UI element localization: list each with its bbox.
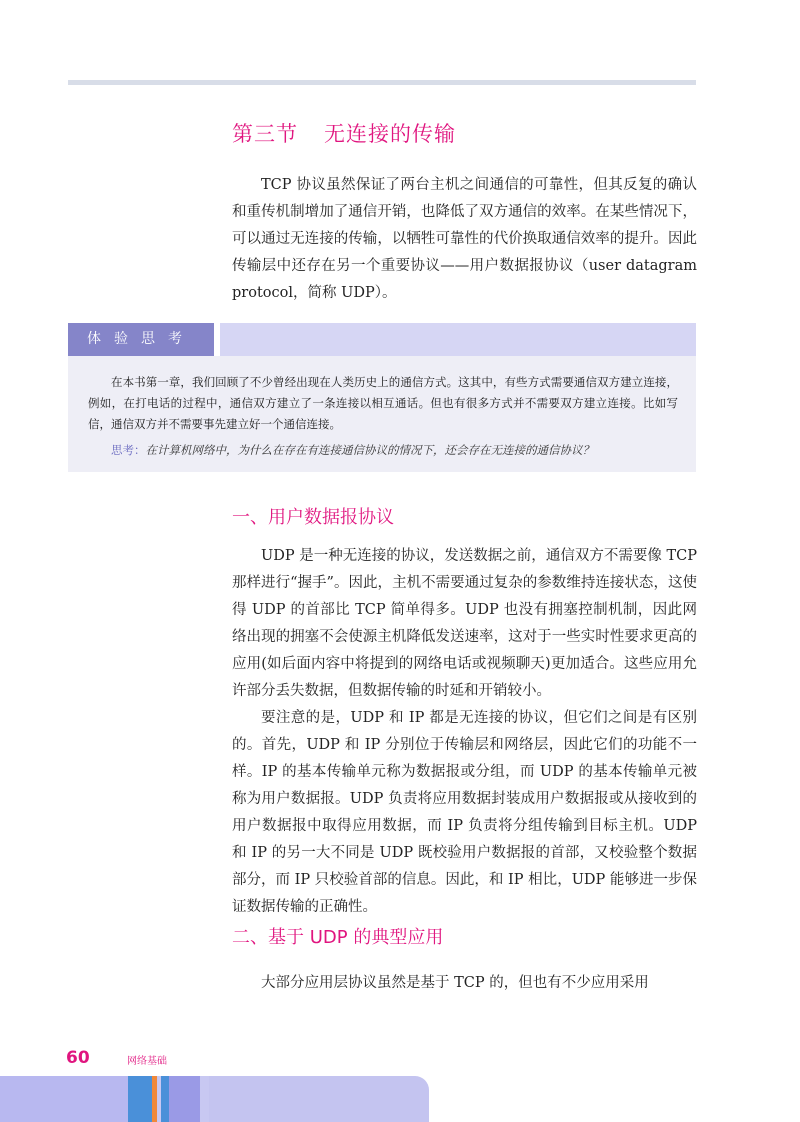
udp-apps-heading: 二、基于 UDP 的典型应用: [232, 927, 444, 948]
experience-box-question: [88, 440, 688, 461]
footer-decoration-band: [128, 1076, 152, 1122]
footer-decoration-band: [200, 1076, 209, 1122]
header-rule: [68, 80, 696, 85]
experience-box-header: [68, 323, 696, 356]
footer-decoration-band: [169, 1076, 200, 1122]
footer-decoration-band: [161, 1076, 169, 1122]
intro-paragraph: TCP 协议虽然保证了两台主机之间通信的可靠性，但其反复的确认和重传机制增加了通信开销，也降低了双方通信的效率。在某些情况下，可以通过无连接的传输，以牺牲可靠性的代价换取通信效率的提升。因此传输层中还存在另一个重要协议——用户数据报协议（user datagram protocol，简称 UDP）。: [232, 177, 697, 301]
udp-heading: 一、用户数据报协议: [232, 507, 394, 528]
udp-paragraph-1: UDP 是一种无连接的协议，发送数据之前，通信双方不需要像 TCP 那样进行“握手”。因此，主机不需要通过复杂的参数维持连接状态，这使得 UDP 的首部比 TCP 简单得多。UDP 也没有拥塞控制机制，因此网络出现的拥塞不会使源主机降低发送速率，这对于一些实时性要求更高的应用(如后面内容中将提到的网络电话或视频聊天)更加适合。这些应用允许部分丢失数据，但数据传输的时延和开销较小。: [232, 548, 697, 699]
udp-apps-paragraph-1: 大部分应用层协议虽然是基于 TCP 的，但也有不少应用采用: [261, 975, 649, 991]
footer-decoration-band: [209, 1076, 429, 1122]
section-title-text: 无连接的传输: [324, 122, 456, 146]
section-title: [232, 118, 456, 148]
udp-paragraph-2: 要注意的是，UDP 和 IP 都是无连接的协议，但它们之间是有区别的。首先，UDP 和 IP 分别位于传输层和网络层，因此它们的功能不一样。IP 的基本传输单元称为数据报或分组，而 UDP 的基本传输单元被称为用户数据报。UDP 负责将应用数据封装成用户数据报或从接收到的用户数据报中取得应用数据，而 IP 负责将分组传输到目标主机。UDP 和 IP 的另一大不同是 UDP 既校验用户数据报的首部，又校验整个数据部分，而 IP 只校验首部的信息。因此，和 IP 相比，UDP 能够进一步保证数据传输的正确性。: [232, 710, 697, 915]
page-number: 60: [66, 1048, 90, 1068]
question-text: 在计算机网络中，为什么在存在有连接通信协议的情况下，还会存在无连接的通信协议？: [145, 443, 594, 457]
experience-box-body: [68, 356, 696, 472]
experience-box-label: 体验思考: [68, 323, 214, 356]
footer-decoration-band: [0, 1076, 128, 1122]
running-title: 网络基础: [127, 1056, 167, 1067]
experience-box-text: 在本书第一章，我们回顾了不少曾经出现在人类历史上的通信方式。这其中，有些方式需要通信双方建立连接，例如，在打电话的过程中，通信双方建立了一条连接以相互通话。但也有很多方式并不需要双方建立连接。比如写信，通信双方并不需要事先建立好一个通信连接。: [88, 375, 678, 431]
question-label: 思考：: [111, 443, 146, 457]
section-number: 第三节: [232, 122, 298, 146]
